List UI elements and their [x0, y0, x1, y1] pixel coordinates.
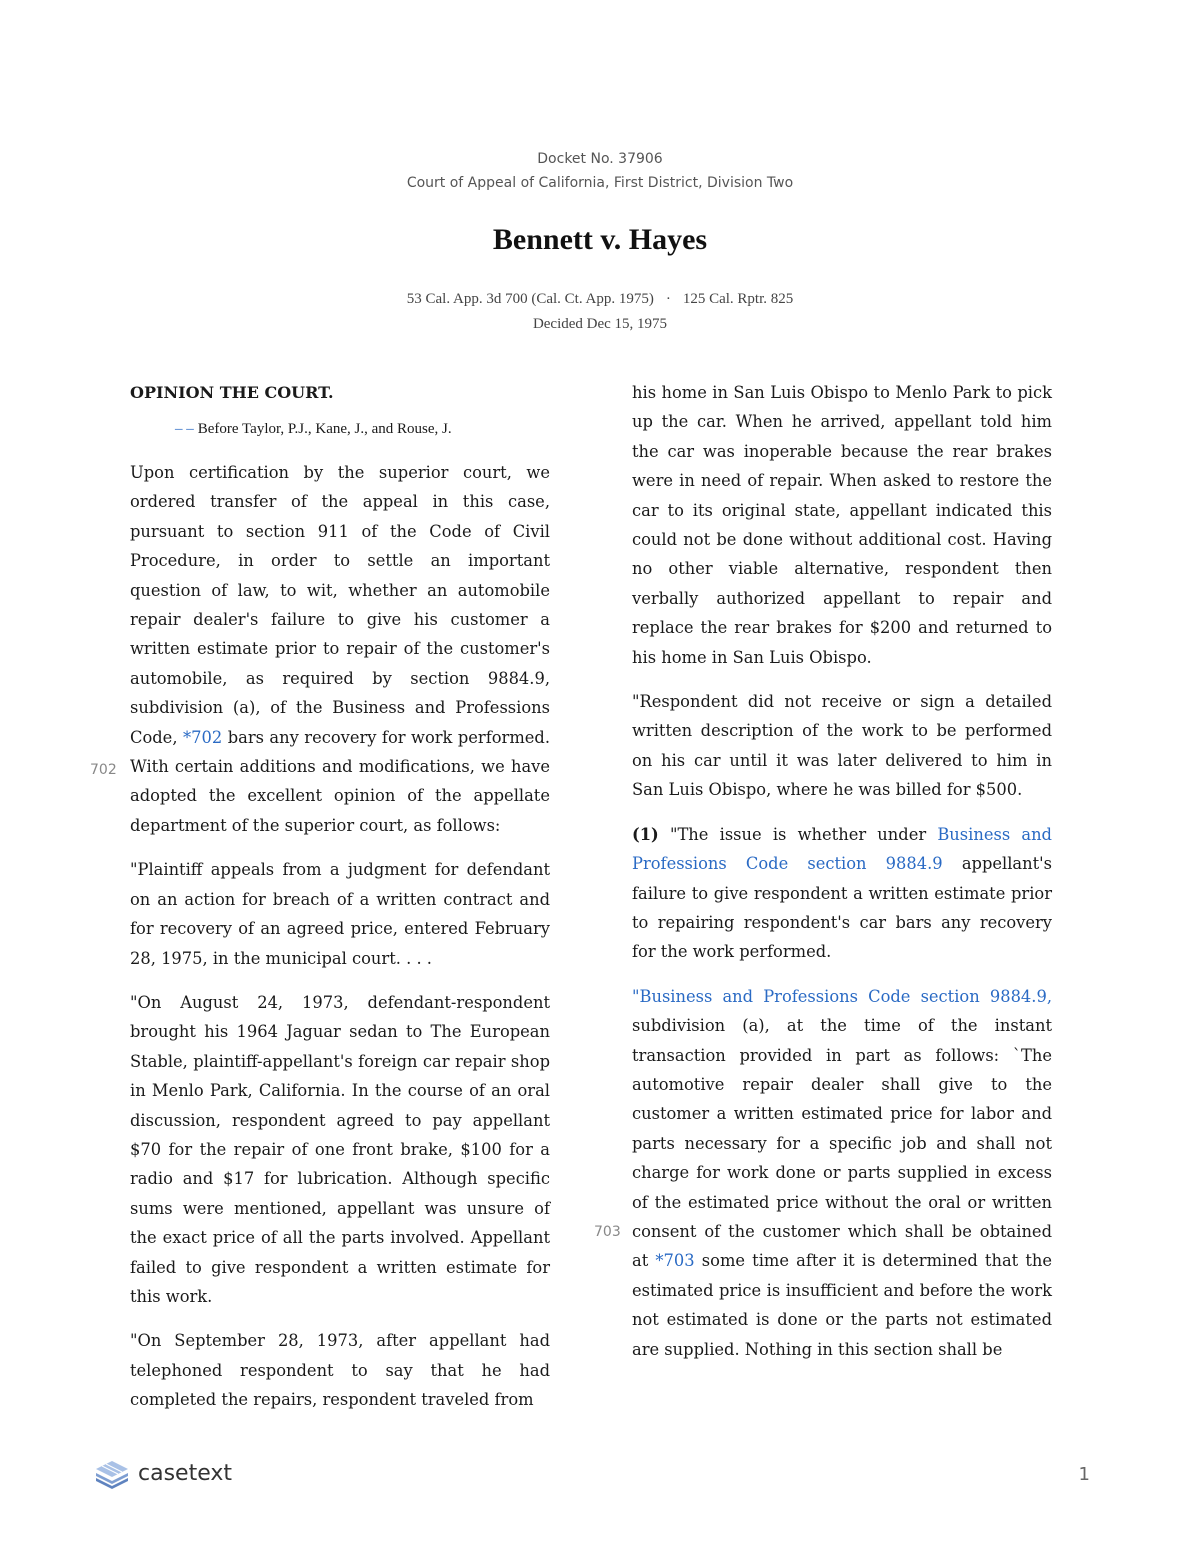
- docket-number: Docket No. 37906: [537, 151, 663, 167]
- logo-text: casetext: [138, 1460, 232, 1486]
- court-name: Court of Appeal of California, First District, Division Two: [406, 175, 794, 191]
- paragraph: [632, 982, 1052, 1364]
- citations: [0, 287, 1200, 337]
- right-column: [632, 378, 1052, 1379]
- star-page-703[interactable]: *703: [655, 1251, 695, 1271]
- paragraph-text: subdivision (a), at the time of the instant transaction provided in part as follows: `The automotive repair dealer shall give to the customer a written estimated price for labor and parts necessary for a specific job and shall not charge for work done or parts supplied in excess of the estimated price without the oral or written consent of the customer which shall be obtained at: [632, 1016, 1052, 1271]
- paragraph: his home in San Luis Obispo to Menlo Park to pick up the car. When he arrived, appellant told him the car was inoperable because the rear brakes were in need of repair. When asked to restore the car to its original state, appellant indicated this could not be done without additional cost. Having no other viable alternative, respondent then verbally authorized appellant to repair and replace the rear brakes for $200 and returned to his home in San Luis Obispo.: [632, 383, 1052, 667]
- paragraph-text: "The issue is whether under: [669, 824, 927, 844]
- page-number: 1: [1078, 1464, 1090, 1485]
- paragraph: [632, 820, 1052, 967]
- left-column: [130, 378, 550, 1430]
- paragraph-text: Upon certification by the superior court, we ordered transfer of the appeal in this case, pursuant to section 911 of the Code of Civil Procedure, in order to settle an important question of law, to wit, whether an automobile repair dealer's failure to give his customer a written estimate prior to repair of the customer's automobile, as required by section 9884.9, subdivision (a), of the Business and Professions Code,: [130, 463, 550, 747]
- citation-primary: 53 Cal. App. 3d 700 (Cal. Ct. App. 1975): [406, 291, 654, 307]
- decided-date: Decided Dec 15, 1975: [532, 316, 668, 332]
- paragraph-text: appellant's failure to give respondent a written estimate prior to repairing respondent's car bars any recovery for the work performed.: [632, 854, 1052, 962]
- casetext-logo: [94, 1457, 232, 1489]
- paragraph: "On August 24, 1973, defendant-respondent brought his 1964 Jaguar sedan to The European Stable, plaintiff-appellant's foreign car repair shop in Menlo Park, California. In the course of an oral discussion, respondent agreed to pay appellant $70 for the repair of one front brake, $100 for a radio and $17 for lubrication. Although specific sums were mentioned, appellant was unsure of the exact price of all the parts involved. Appellant failed to give respondent a written estimate for this work.: [130, 992, 550, 1306]
- headnote-number: (1): [632, 824, 659, 844]
- paragraph: [130, 458, 550, 840]
- page-marker-702: 702: [90, 762, 117, 778]
- star-page-702[interactable]: *702: [182, 727, 223, 747]
- statute-link[interactable]: "Business and Professions Code section 9884.9,: [632, 986, 1052, 1006]
- case-title: Bennett v. Hayes: [492, 223, 708, 256]
- judges-panel: [175, 415, 490, 443]
- paragraph: "On September 28, 1973, after appellant had telephoned respondent to say that he had completed the repairs, respondent traveled from: [130, 1331, 550, 1410]
- paragraph-text: bars any recovery for work performed. With certain additions and modifications, we have adopted the excellent opinion of the appellate department of the superior court, as follows:: [130, 727, 550, 835]
- paragraph: "Respondent did not receive or sign a detailed written description of the work to be performed on his car until it was later delivered to him in San Luis Obispo, where he was billed for $500.: [632, 692, 1052, 800]
- panel-dash: – –: [175, 421, 194, 437]
- docket-info: [0, 147, 1200, 195]
- opinion-heading: OPINION THE COURT.: [130, 383, 334, 402]
- statute-link[interactable]: Business and Professions Code section 9884.9: [632, 824, 1052, 874]
- citation-secondary: 125 Cal. Rptr. 825: [682, 291, 794, 307]
- paragraph-text: some time after it is determined that the estimated price is insufficient and before the work not estimated is done or the parts not estimated are supplied. Nothing in this section shall be: [632, 1251, 1052, 1359]
- page-marker-703: 703: [594, 1224, 621, 1240]
- casetext-logo-icon: [94, 1457, 130, 1489]
- panel-text: Before Taylor, P.J., Kane, J., and Rouse, J.: [197, 421, 452, 437]
- paragraph: "Plaintiff appeals from a judgment for defendant on an action for breach of a written contract and for recovery of an agreed price, entered February 28, 1975, in the municipal court. . . .: [130, 860, 550, 968]
- citation-separator: ·: [665, 291, 671, 307]
